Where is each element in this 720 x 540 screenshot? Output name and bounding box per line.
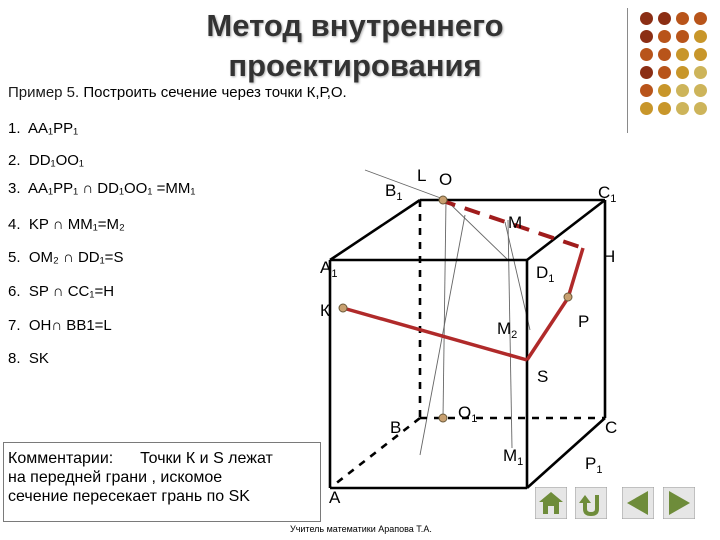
label-a1: $A_1$ [320,258,338,280]
step-number: 1. [8,120,21,137]
aux-line-o-d1 [446,200,508,260]
aux-line-o-o1 [443,200,446,418]
return-icon [575,487,607,519]
step-number: 3. [8,180,21,197]
step-text: AA₁PP₁ [28,120,79,137]
label-p: P [578,312,590,331]
label-a: A [329,488,341,507]
step-text: KP ∩ MM₁=M₂ [28,216,125,233]
step-number: 5. [8,249,21,266]
label-l: L [417,166,427,185]
point-o [439,196,447,204]
step-number: 8. [8,350,21,367]
section-line-ph [568,248,583,298]
example-text: Построить сечение через точки К,Р,О. [79,84,347,101]
example-label: Пример 5. [8,84,80,101]
aux-line-l [365,170,446,200]
label-b: B [390,418,402,437]
label-m: M [508,213,523,232]
comment-line-3: сечение пересекает грань по SK [8,488,250,505]
home-button[interactable] [535,487,567,519]
label-d1: $D_1$ [536,263,555,285]
step-text: OH∩ BB1=L [28,317,112,334]
label-p1: $P_1$ [585,454,603,476]
step-number: 7. [8,317,21,334]
edge-cd [527,418,605,488]
next-icon [663,487,695,519]
title-line-1: Метод внутреннего [206,8,504,43]
label-h: H [603,247,616,266]
label-m1: $M_1$ [503,446,524,468]
label-m2: $M_2$ [497,319,518,341]
label-o: O [439,170,453,189]
step-text: SP ∩ CC₁=H [28,283,115,300]
comment-box [3,442,321,522]
prev-button[interactable] [622,487,654,519]
title-line-2: проектирования [228,48,482,83]
step-number: 4. [8,216,21,233]
comment-label: Комментарии: [8,450,114,467]
point-p [564,293,572,301]
home-icon [535,487,567,519]
prev-icon [622,487,654,519]
label-b1: $B_1$ [385,181,403,203]
hidden-edge-ba [330,418,420,488]
step-text: AA₁PP₁ ∩ DD₁OO₁ =MM₁ [28,180,196,197]
section-line-sp [527,298,568,360]
step-text: SK [28,350,49,367]
label-k: К [320,301,330,320]
step-text: DD₁OO₁ [28,152,84,169]
comment-text-1: Точки К и S лежат [140,450,273,467]
step-number: 6. [8,283,21,300]
footer-author: Учитель математики Арапова Т.А. [290,524,432,534]
edge-c1d1 [527,200,605,260]
point-o1 [439,414,447,422]
return-button[interactable] [575,487,607,519]
comment-line-2: на передней грани , искомое [8,469,223,486]
step-number: 2. [8,152,21,169]
label-o1: $O_1$ [458,403,478,425]
edge-b1a1 [330,200,420,260]
comment-line-1 [8,449,316,468]
label-c1: $C_1$ [598,183,617,205]
label-c: C [605,418,618,437]
step-text: OM₂ ∩ DD₁=S [28,249,124,266]
label-s: S [537,367,549,386]
point-k [339,304,347,312]
next-button[interactable] [663,487,695,519]
